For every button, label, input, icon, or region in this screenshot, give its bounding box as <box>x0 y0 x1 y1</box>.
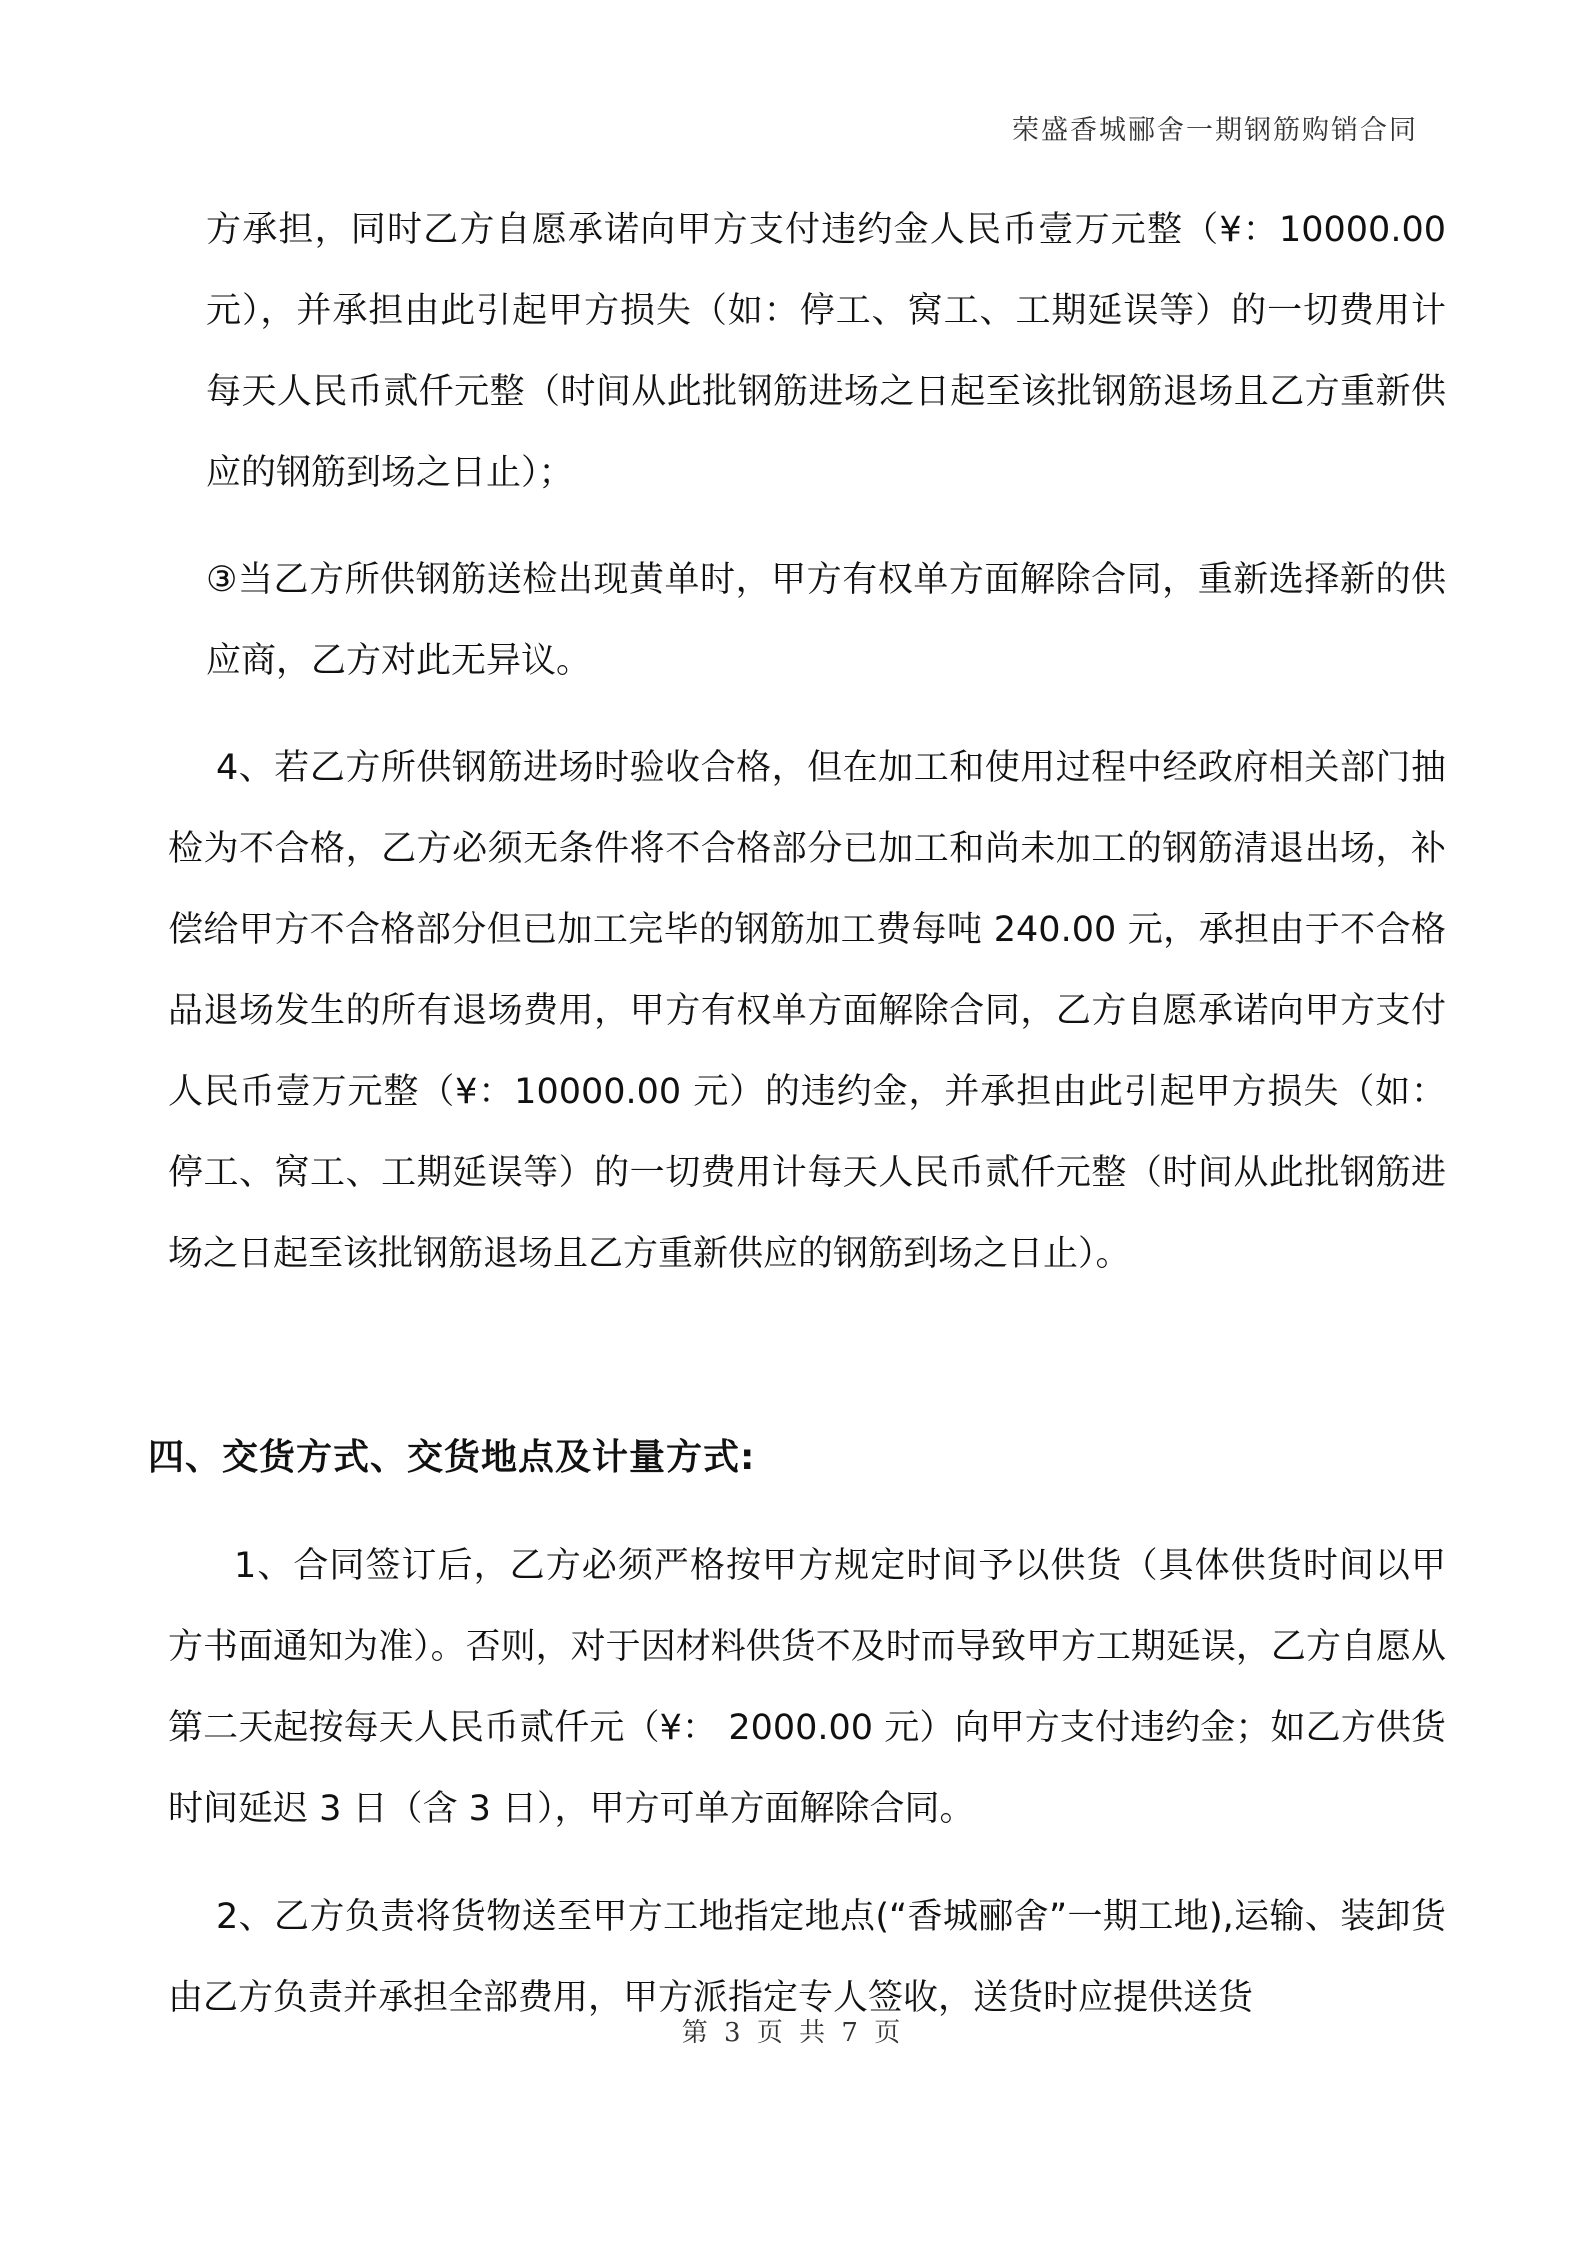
paragraph-text: 4、若乙方所供钢筋进场时验收合格，但在加工和使用过程中经政府相关部门抽检为不合格，乙方必须无条件将不合格部分已加工和尚未加工的钢筋清退出场，补偿给甲方不合格部分但已加工完毕的钢筋加工费每吨 240.00 元，承担由于不合格品退场发生的所有退场费用，甲方有权单方面解除合同，乙方自愿承诺向甲方支付人民币壹万元整（¥：10000.00 元）的违约金，并承担由此引起甲方损失（如：停工、窝工、工期延误等）的一切费用计每天人民币贰仟元整（时间从此批钢筋进场之日起至该批钢筋退场且乙方重新供应的钢筋到场之日止）。 <box>168 748 1446 1274</box>
paragraph-text: 1、合同签订后，乙方必须严格按甲方规定时间予以供货（具体供货时间以甲方书面通知为准）。否则，对于因材料供货不及时而导致甲方工期延误，乙方自愿从第二天起按每天人民币贰仟元（¥： 2000.00 元）向甲方支付违约金；如乙方供货时间延迟 3 日（含 3 日），甲方可单方面解除合同。 <box>168 1546 1446 1829</box>
page-header-title: 荣盛香城郦舍一期钢筋购销合同 <box>1012 115 1418 146</box>
paragraph-yellow-slip-clause <box>168 540 1446 702</box>
paragraph-clause-4 <box>168 728 1446 1295</box>
header-divider <box>170 160 1418 161</box>
section-heading-delivery: 四、交货方式、交货地点及计量方式: <box>148 1437 756 1478</box>
paragraph-penalty-continuation <box>168 190 1446 514</box>
page-number-footer: 第 3 页 共 7 页 <box>681 2018 905 2048</box>
paragraph-text: 方承担，同时乙方自愿承诺向甲方支付违约金人民币壹万元整（¥：10000.00元），并承担由此引起甲方损失（如：停工、窝工、工期延误等）的一切费用计每天人民币贰仟元整（时间从此批钢筋进场之日起至该批钢筋退场且乙方重新供应的钢筋到场之日止）； <box>206 210 1446 493</box>
paragraph-text: ③当乙方所供钢筋送检出现黄单时，甲方有权单方面解除合同，重新选择新的供应商，乙方对此无异议。 <box>206 560 1446 681</box>
paragraph-text: 2、乙方负责将货物送至甲方工地指定地点(“香城郦舍”一期工地),运输、装卸货由乙方负责并承担全部费用，甲方派指定专人签收，送货时应提供送货 <box>168 1897 1446 2018</box>
paragraph-delivery-clause-1 <box>168 1526 1446 1850</box>
